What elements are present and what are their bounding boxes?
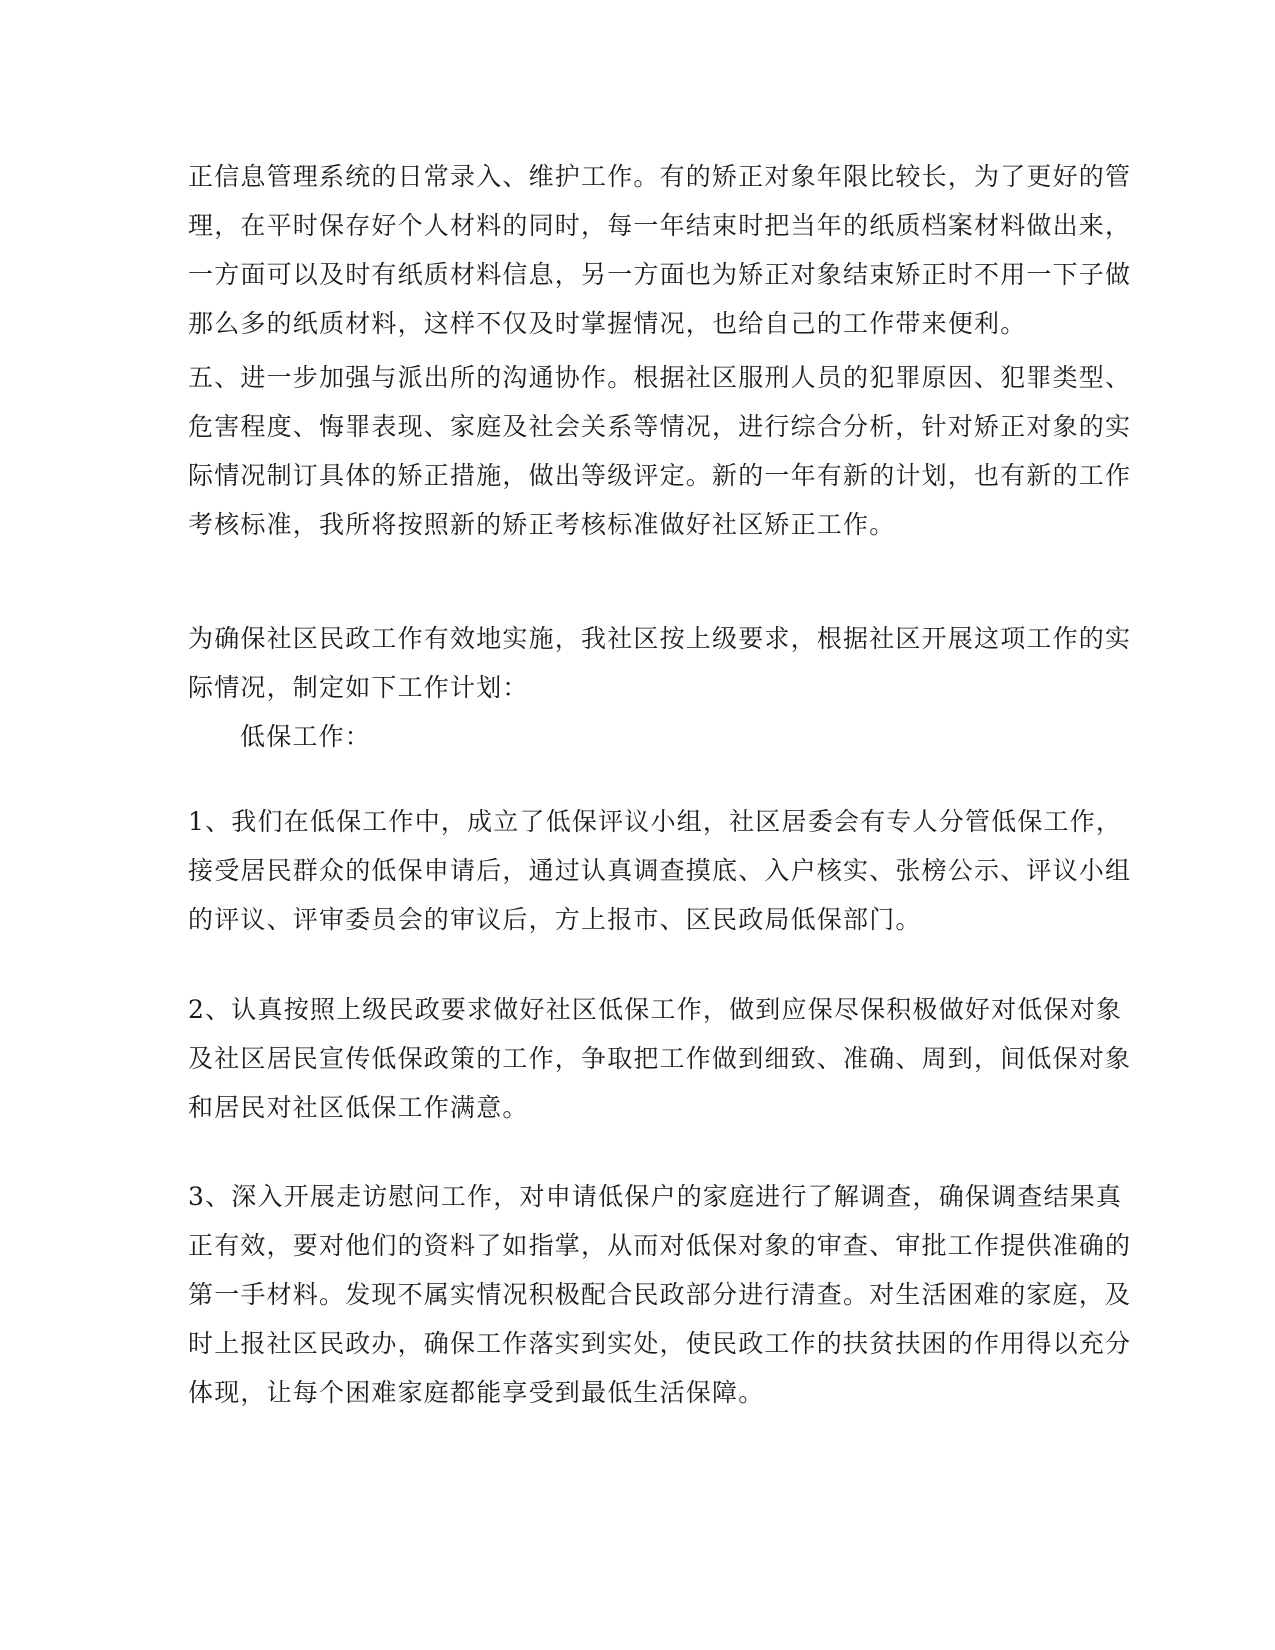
paragraph-civil-affairs-intro — [188, 614, 1132, 761]
text-line: 际情况制订具体的矫正措施，做出等级评定。新的一年有新的计划，也有新的工作 — [188, 461, 1132, 490]
text-line: 那么多的纸质材料，这样不仅及时掌握情况，也给自己的工作带来便利。 — [188, 309, 1027, 338]
paragraph-item-2 — [188, 985, 1132, 1132]
text-line: 理，在平时保存好个人材料的同时，每一年结束时把当年的纸质档案材料做出来， — [188, 211, 1132, 240]
text-line: 考核标准，我所将按照新的矫正考核标准做好社区矫正工作。 — [188, 510, 896, 539]
text-line: 正有效，要对他们的资料了如指掌，从而对低保对象的审查、审批工作提供准确的 — [188, 1231, 1132, 1260]
paragraph-record-management — [188, 152, 1132, 348]
text-line: 及社区居民宣传低保政策的工作，争取把工作做到细致、准确、周到，间低保对象 — [188, 1044, 1132, 1073]
section-subheading: 低保工作： — [240, 722, 372, 751]
text-line: 体现，让每个困难家庭都能享受到最低生活保障。 — [188, 1378, 765, 1407]
text-line: 接受居民群众的低保申请后，通过认真调查摸底、入户核实、张榜公示、评议小组 — [188, 856, 1132, 885]
paragraph-item-1 — [188, 797, 1132, 944]
text-line: 际情况，制定如下工作计划： — [188, 673, 529, 702]
text-line: 的评议、评审委员会的审议后，方上报市、区民政局低保部门。 — [188, 905, 922, 934]
text-line: 3、深入开展走访慰问工作，对申请低保户的家庭进行了解调查，确保调查结果真 — [188, 1182, 1123, 1211]
text-line: 2、认真按照上级民政要求做好社区低保工作，做到应保尽保积极做好对低保对象 — [188, 995, 1123, 1024]
text-line: 五、进一步加强与派出所的沟通协作。根据社区服刑人员的犯罪原因、犯罪类型、 — [188, 363, 1132, 392]
text-line: 和居民对社区低保工作满意。 — [188, 1093, 529, 1122]
text-line: 第一手材料。发现不属实情况积极配合民政部分进行清查。对生活困难的家庭，及 — [188, 1280, 1132, 1309]
paragraph-item-3 — [188, 1172, 1132, 1417]
text-line: 危害程度、悔罪表现、家庭及社会关系等情况，进行综合分析，针对矫正对象的实 — [188, 412, 1132, 441]
text-line: 1、我们在低保工作中，成立了低保评议小组，社区居委会有专人分管低保工作， — [188, 807, 1123, 836]
text-line: 时上报社区民政办，确保工作落实到实处，使民政工作的扶贫扶困的作用得以充分 — [188, 1329, 1132, 1358]
text-line: 一方面可以及时有纸质材料信息，另一方面也为矫正对象结束矫正时不用一下子做 — [188, 260, 1132, 289]
paragraph-police-cooperation — [188, 353, 1132, 549]
text-line: 为确保社区民政工作有效地实施，我社区按上级要求，根据社区开展这项工作的实 — [188, 624, 1132, 653]
text-line: 正信息管理系统的日常录入、维护工作。有的矫正对象年限比较长，为了更好的管 — [188, 162, 1132, 191]
